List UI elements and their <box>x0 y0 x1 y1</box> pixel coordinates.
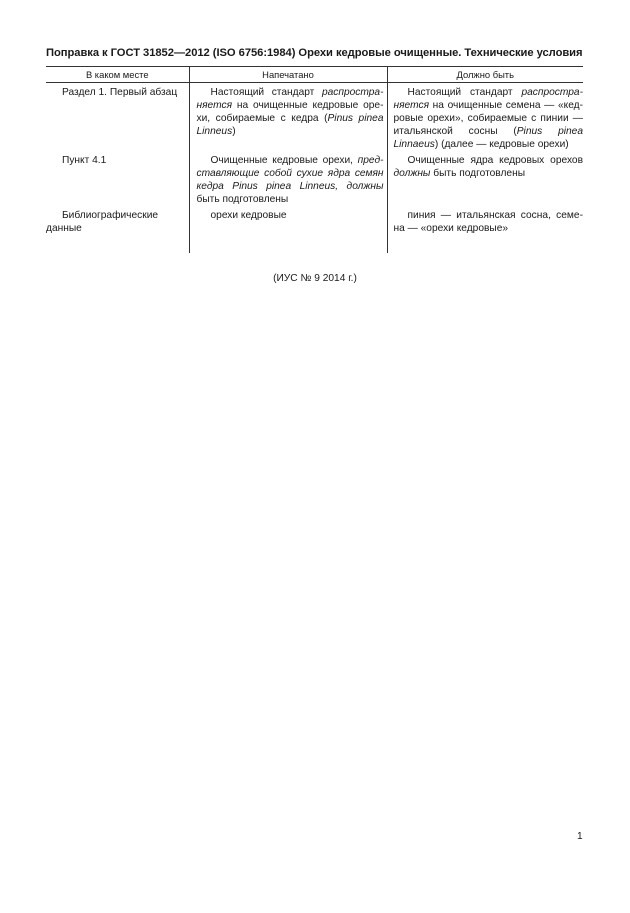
correct-text <box>394 154 584 180</box>
header-printed: Напечатано <box>189 67 387 83</box>
text-segment: Настоящий стандарт <box>210 87 322 98</box>
cell-location <box>46 151 189 206</box>
table-row <box>46 83 583 152</box>
cell-correct <box>387 83 583 152</box>
cell-printed <box>189 151 387 206</box>
cell-correct <box>387 151 583 206</box>
italic-text-segment: Pinus pinea Linneus <box>196 113 384 137</box>
table-row <box>46 206 583 235</box>
table-row <box>46 151 583 206</box>
page-number: 1 <box>577 831 583 842</box>
text-segment: орехи кедровые <box>210 210 287 221</box>
text-segment: на очищенные семена — «кед-ровые орехи», собираемые с пинии — итальянской сосны ( <box>393 100 583 137</box>
italic-text-segment: распростра-няется <box>393 87 583 111</box>
source-reference: (ИУС № 9 2014 г.) <box>273 273 357 284</box>
cell-printed <box>189 83 387 152</box>
text-segment: быть подготовлены <box>196 194 289 205</box>
text-segment: Очищенные кедровые орехи, <box>210 155 358 166</box>
printed-text <box>197 209 384 222</box>
cell-correct <box>387 206 583 235</box>
table-header-row <box>46 67 583 83</box>
cell-printed <box>189 206 387 235</box>
printed-text <box>197 86 384 138</box>
text-segment: ) (далее — кедровые орехи) <box>434 139 569 150</box>
amendment-table <box>46 66 583 253</box>
printed-text <box>197 154 384 206</box>
text-segment: Настоящий стандарт <box>407 87 522 98</box>
text-segment: Очищенные ядра кедровых орехов <box>407 155 583 166</box>
location-text: Раздел 1. Первый абзац <box>62 87 178 98</box>
location-text: Библиографические данные <box>46 210 159 234</box>
text-segment: на очищенные кедровые оре-хи, собираемые с кедра ( <box>196 100 384 124</box>
text-segment: быть подготовлены <box>430 168 526 179</box>
header-correct: Должно быть <box>387 67 583 83</box>
italic-text-segment: пред-ставляющие собой сухие ядра семян кедра Pinus pinea Linneus, должны <box>196 155 384 192</box>
cell-location <box>46 206 189 235</box>
cell-location <box>46 83 189 152</box>
italic-text-segment: должны <box>393 168 431 179</box>
location-text: Пункт 4.1 <box>62 155 107 166</box>
italic-text-segment: распростра-няется <box>196 87 384 111</box>
italic-text-segment: Pinus pinea Linnaeus <box>393 126 583 150</box>
header-location: В каком месте <box>46 67 189 83</box>
text-segment: ) <box>232 126 236 137</box>
table-end-spacer <box>46 235 583 253</box>
text-segment: пиния — итальянская сосна, семе-на — «орехи кедровые» <box>393 210 583 234</box>
correct-text <box>394 86 584 151</box>
document-title: Поправка к ГОСТ 31852—2012 (ISO 6756:1984) Орехи кедровые очищенные. Технические условия <box>46 47 583 59</box>
correct-text <box>394 209 584 235</box>
